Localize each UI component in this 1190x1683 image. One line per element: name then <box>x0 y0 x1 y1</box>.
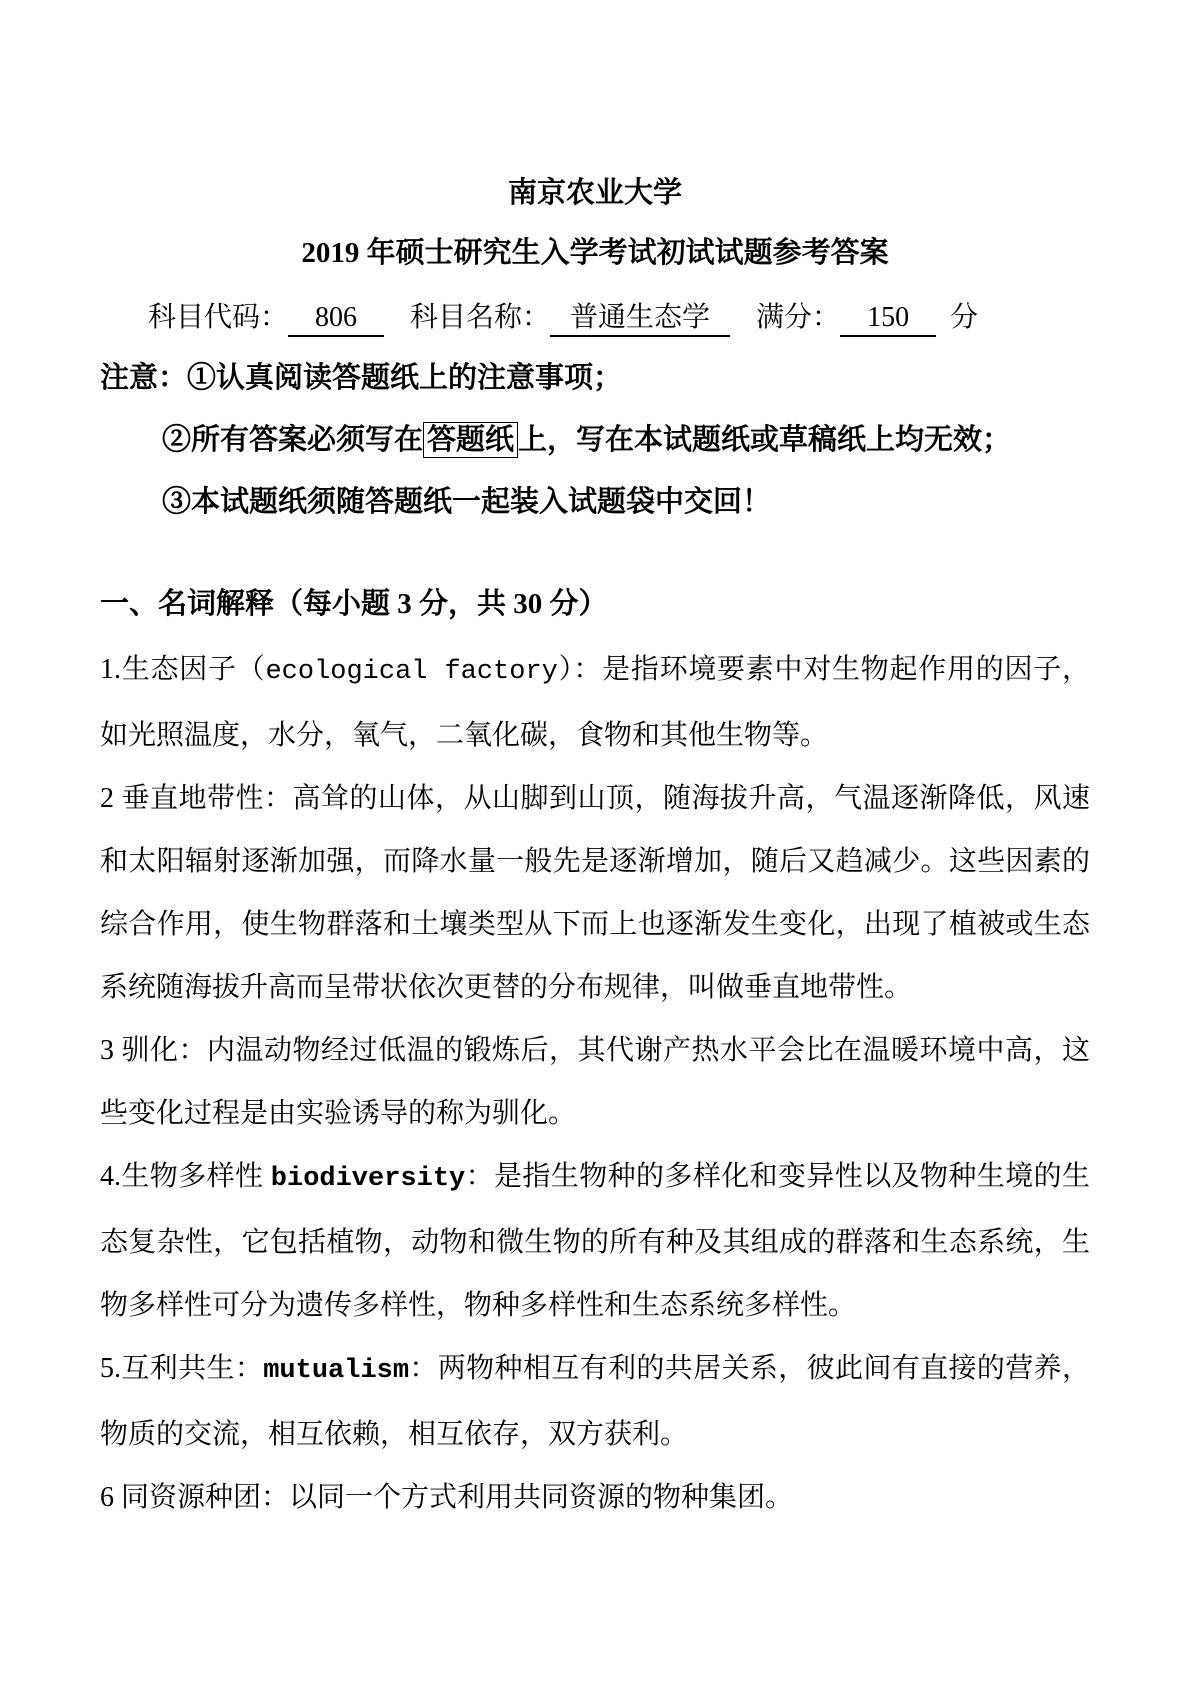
definition-term-latin: biodiversity <box>270 1164 466 1194</box>
exam-session-title: 2019 年硕士研究生入学考试初试试题参考答案 <box>301 237 889 269</box>
definition-text: 6 同资源种团：以同一个方式利用共同资源的物种集团。 <box>100 1482 794 1513</box>
score-unit-label: 分 <box>950 302 979 333</box>
definition-item-1 <box>100 638 1090 767</box>
university-name: 南京农业大学 <box>507 177 682 209</box>
subject-code-label: 科目代码： <box>148 302 289 333</box>
definition-text: 1.生态因子（ <box>100 654 266 685</box>
definition-term-latin: mutualism <box>263 1356 410 1386</box>
notice-prefix: 注意： <box>100 362 188 394</box>
subject-info-line <box>100 298 1090 338</box>
definition-text: 2 垂直地带性：高耸的山体，从山脚到山顶，随海拔升高，气温逐渐降低，风速和太阳辐射逐渐加强，而降水量一般先是逐渐增加，随后又趋减少。这些因素的综合作用，使生物群落和土壤类型从下而上也逐渐发生变化，出现了植被或生态系统随海拔升高而呈带状依次更替的分布规律，叫做垂直地带性。 <box>100 783 1090 1003</box>
definition-text: 5.互利共生： <box>100 1353 264 1384</box>
full-score-label: 满分： <box>756 302 841 333</box>
definition-text: ：两物种相互有利的共居关系，彼此间有直接的营养，物质的交流，相互依赖，相互依存，双方获利。 <box>100 1353 1090 1450</box>
definition-item-5 <box>100 1337 1090 1466</box>
full-score-value: 150 <box>840 301 936 337</box>
definition-item-6 <box>100 1466 1090 1529</box>
notice-line-1 <box>100 358 1090 398</box>
definitions-list <box>100 638 1090 1529</box>
section-1-heading: 一、名词解释（每小题 3 分，共 30 分） <box>100 588 608 620</box>
definition-term-latin: ecological factory <box>265 657 558 687</box>
notice-line-3: ③本试题纸须随答题纸一起装入试题袋中交回！ <box>162 486 772 518</box>
notice-item-2-post: 上，写在本试题纸或草稿纸上均无效； <box>518 424 1012 456</box>
notice-item-2-boxed-term: 答题纸 <box>423 422 518 458</box>
subject-code-value: 806 <box>288 301 384 337</box>
definition-text: 3 驯化：内温动物经过低温的锻炼后，其代谢产热水平会比在温暖环境中高，这些变化过程是由实验诱导的称为驯化。 <box>100 1035 1090 1129</box>
subject-name-label: 科目名称： <box>410 302 551 333</box>
definition-text: ：是指生物种的多样化和变异性以及物种生境的生态复杂性，它包括植物，动物和微生物的所有种及其组成的群落和生态系统，生物多样性可分为遗传多样性，物种多样性和生态系统多样性。 <box>100 1161 1090 1321</box>
notice-item-1: ①认真阅读答题纸上的注意事项； <box>187 362 623 394</box>
notice-item-2-pre: ②所有答案必须写在 <box>162 424 424 456</box>
notice-line-2 <box>100 420 1090 460</box>
definition-item-2 <box>100 767 1090 1019</box>
definition-item-3 <box>100 1019 1090 1145</box>
subject-name-value: 普通生态学 <box>550 301 730 337</box>
definition-text: ）：是指环境要素中对生物起作用的因子，如光照温度，水分，氧气，二氧化碳，食物和其他生物等。 <box>100 654 1090 751</box>
definition-item-4 <box>100 1145 1090 1337</box>
definition-text: 4.生物多样性 <box>100 1161 271 1192</box>
